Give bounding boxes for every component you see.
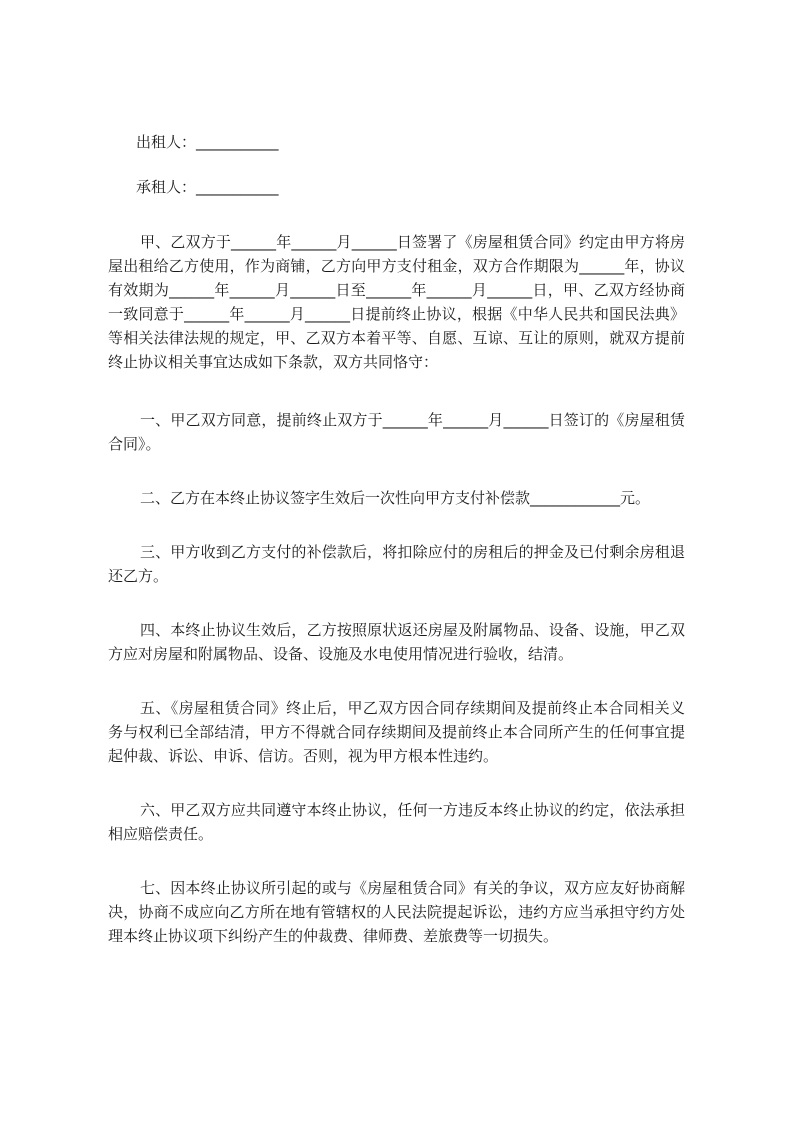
intro-paragraph: 甲、乙双方于______年______月______日签署了《房屋租赁合同》约定由甲方将房屋出租给乙方使用，作为商铺，乙方向甲方支付租金，双方合作期限为______年，协议有效期为______年______月______日至______年______月______日，甲、乙双方经协商一致同意于______年______月______日提前终止协议，根据《中华人民共和国民法典》等相关法律法规的规定，甲、乙双方本着平等、自愿、互谅、互让的原则，就双方提前终止协议相关事宜达成如下条款，双方共同恪守： (108, 233, 685, 371)
clause-6: 六、甲乙双方应共同遵守本终止协议，任何一方违反本终止协议的约定，依法承担相应赔偿责任。 (108, 801, 685, 843)
clause-1: 一、甲乙双方同意，提前终止双方于______年______月______日签订的《房屋租赁合同》。 (108, 411, 685, 453)
clause-7: 七、因本终止协议所引起的或与《房屋租赁合同》有关的争议，双方应友好协商解决，协商不成应向乙方所在地有管辖权的人民法院提起诉讼，违约方应当承担守约方处理本终止协议项下纠纷产生的仲裁费、律师费、差旅费等一切损失。 (108, 879, 685, 945)
clause-3: 三、甲方收到乙方支付的补偿款后，将扣除应付的房租后的押金及已付剩余房租退还乙方。 (108, 543, 685, 585)
clause-5: 五、《房屋租赁合同》终止后，甲乙双方因合同存续期间及提前终止本合同相关义务与权利已全部结清，甲方不得就合同存续期间及提前终止本合同所产生的任何事宜提起仲裁、诉讼、申诉、信访。否则，视为甲方根本性违约。 (108, 699, 685, 765)
lessee-line: 承租人：___________ (136, 178, 279, 196)
lessor-line: 出租人：___________ (136, 133, 279, 151)
clause-2: 二、乙方在本终止协议签字生效后一次性向甲方支付补偿款____________元。 (140, 489, 651, 507)
clause-4: 四、本终止协议生效后，乙方按照原状返还房屋及附属物品、设备、设施，甲乙双方应对房屋和附属物品、设备、设施及水电使用情况进行验收，结清。 (108, 621, 685, 663)
